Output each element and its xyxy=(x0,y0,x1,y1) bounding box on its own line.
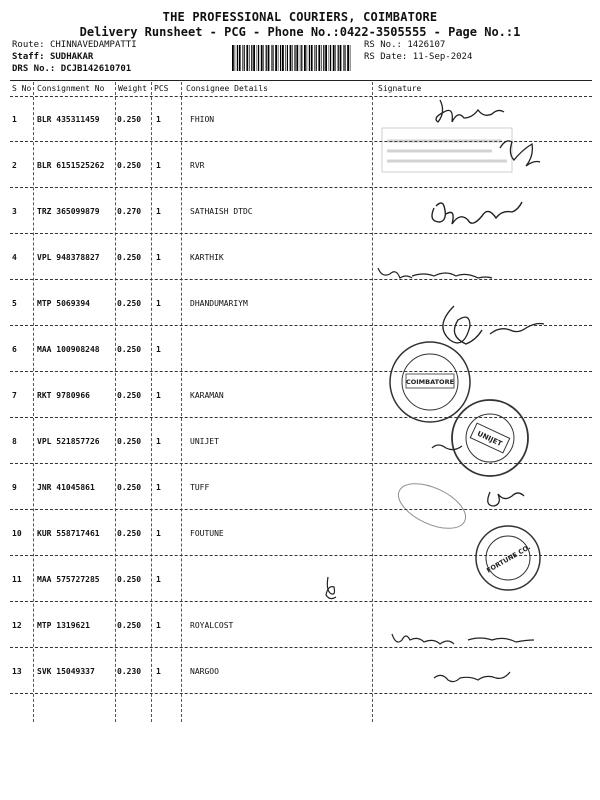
row-pcs: 1 xyxy=(156,207,161,216)
row-sno: 12 xyxy=(12,621,22,630)
row-consignment-no: KUR 558717461 xyxy=(37,529,100,538)
row-consignment-no: MAA 575727285 xyxy=(37,575,100,584)
row-consignment-no: VPL 521857726 xyxy=(37,437,100,446)
route-value: CHINNAVEDAMPATTI xyxy=(49,40,137,50)
signature-11-icon xyxy=(318,575,342,605)
faded-stamp-icon xyxy=(382,128,512,172)
row-consignment-no: TRZ 365099879 xyxy=(37,207,100,216)
row-pcs: 1 xyxy=(156,161,161,170)
row-consignee-details: FHION xyxy=(190,115,215,124)
row-sno: 4 xyxy=(12,253,17,262)
row-weight: 0.250 xyxy=(117,575,142,584)
row-consignment-no: SVK 15049337 xyxy=(37,667,95,676)
row-weight: 0.250 xyxy=(117,161,142,170)
row-sno: 7 xyxy=(12,391,17,400)
col-consignment: Consignment No xyxy=(37,84,105,93)
row-sno: 8 xyxy=(12,437,17,446)
row-sno: 2 xyxy=(12,161,17,170)
row-weight: 0.250 xyxy=(117,299,142,308)
unijet-stamp-icon xyxy=(452,400,528,476)
signature-4-icon xyxy=(378,268,492,278)
karmen-stamp-text: COIMBATORE xyxy=(405,378,455,386)
row-pcs: 1 xyxy=(156,437,161,446)
rs-date-label: RS Date: xyxy=(364,52,408,62)
karmen-international-stamp-icon xyxy=(390,342,470,422)
barcode-image xyxy=(232,45,352,71)
row-weight: 0.250 xyxy=(117,345,142,354)
fortune-stamp-text: FORTUNE CO. xyxy=(485,543,532,575)
row-sno: 13 xyxy=(12,667,22,676)
staff-value: SUDHAKAR xyxy=(49,52,94,62)
row-sno: 10 xyxy=(12,529,22,538)
column-header-row xyxy=(10,82,592,96)
rs-no-label: RS No.: xyxy=(364,40,402,50)
col-details: Consignee Details xyxy=(186,84,268,93)
signature-9-icon xyxy=(488,492,524,506)
row-weight: 0.250 xyxy=(117,437,142,446)
col-pcs: PCS xyxy=(154,84,169,93)
drs-label: DRS No.: xyxy=(12,64,56,74)
signature-1-icon xyxy=(436,100,504,122)
staff-line xyxy=(12,52,93,62)
row-consignee-details: KARTHIK xyxy=(190,253,224,262)
row-weight: 0.270 xyxy=(117,207,142,216)
row-sno: 5 xyxy=(12,299,17,308)
row-weight: 0.250 xyxy=(117,483,142,492)
row-sno: 11 xyxy=(12,575,22,584)
signature-3-icon xyxy=(432,202,522,224)
row-consignee-details: FOUTUNE xyxy=(190,529,224,538)
rs-date-line xyxy=(364,52,472,62)
signatures-and-stamps xyxy=(372,96,592,716)
row-consignee-details: ROYALCOST xyxy=(190,621,234,630)
row-pcs: 1 xyxy=(156,529,161,538)
rs-no-line xyxy=(364,40,445,50)
row-weight: 0.250 xyxy=(117,391,142,400)
row-pcs: 1 xyxy=(156,115,161,124)
row-pcs: 1 xyxy=(156,299,161,308)
row-pcs: 1 xyxy=(156,667,161,676)
unijet-stamp-text: UNIJET xyxy=(475,429,504,449)
row-consignment-no: VPL 948378827 xyxy=(37,253,100,262)
row-consignee-details: DHANDUMARIYM xyxy=(190,299,248,308)
row-consignment-no: MTP 1319621 xyxy=(37,621,90,630)
row-consignment-no: BLR 6151525262 xyxy=(37,161,105,170)
row-pcs: 1 xyxy=(156,621,161,630)
row-consignee-details: NARGOO xyxy=(190,667,219,676)
col-sno: S No xyxy=(12,84,32,93)
row-weight: 0.250 xyxy=(117,621,142,630)
row-consignee-details: KARAMAN xyxy=(190,391,224,400)
signature-area xyxy=(372,96,592,716)
runsheet-subtitle: Delivery Runsheet - PCG - Phone No.:0422-3505555 - Page No.:1 xyxy=(79,25,521,39)
row-consignment-no: MAA 100908248 xyxy=(37,345,100,354)
route-line xyxy=(12,40,137,50)
row-pcs: 1 xyxy=(156,345,161,354)
rs-no-value: 1426107 xyxy=(407,40,446,50)
row-weight: 0.250 xyxy=(117,253,142,262)
row-consignee-details: TUFF xyxy=(190,483,210,492)
row-weight: 0.250 xyxy=(117,115,142,124)
row-weight: 0.250 xyxy=(117,529,142,538)
signature-8-icon xyxy=(432,445,462,450)
row-pcs: 1 xyxy=(156,575,161,584)
faint-oval-stamp-icon xyxy=(392,474,472,537)
row-sno: 9 xyxy=(12,483,17,492)
drs-value: DCJB142610701 xyxy=(60,64,132,74)
row-pcs: 1 xyxy=(156,483,161,492)
runsheet-title: THE PROFESSIONAL COURIERS, COIMBATORE xyxy=(162,10,438,24)
row-consignment-no: JNR 41045861 xyxy=(37,483,95,492)
signature-12-icon xyxy=(392,634,534,644)
row-consignee-details: UNIJET xyxy=(190,437,219,446)
signature-5-icon xyxy=(443,306,544,344)
staff-label: Staff: xyxy=(12,52,45,62)
row-pcs: 1 xyxy=(156,253,161,262)
row-pcs: 1 xyxy=(156,391,161,400)
rs-date-value: 11-Sep-2024 xyxy=(412,52,473,62)
row-consignment-no: RKT 9780966 xyxy=(37,391,90,400)
row-consignment-no: BLR 435311459 xyxy=(37,115,100,124)
row-consignment-no: MTP 5069394 xyxy=(37,299,90,308)
col-weight: Weight xyxy=(118,84,147,93)
row-consignee-details: SATHAISH DTDC xyxy=(190,207,253,216)
drs-line xyxy=(12,64,131,74)
row-sno: 3 xyxy=(12,207,17,216)
row-weight: 0.230 xyxy=(117,667,142,676)
col-signature: Signature xyxy=(378,84,422,93)
row-sno: 6 xyxy=(12,345,17,354)
route-label: Route: xyxy=(12,40,45,50)
header-top-rule xyxy=(10,80,592,81)
row-consignee-details: RVR xyxy=(190,161,205,170)
fortune-stamp-icon xyxy=(476,526,540,590)
signature-13-icon xyxy=(434,672,510,682)
row-sno: 1 xyxy=(12,115,17,124)
